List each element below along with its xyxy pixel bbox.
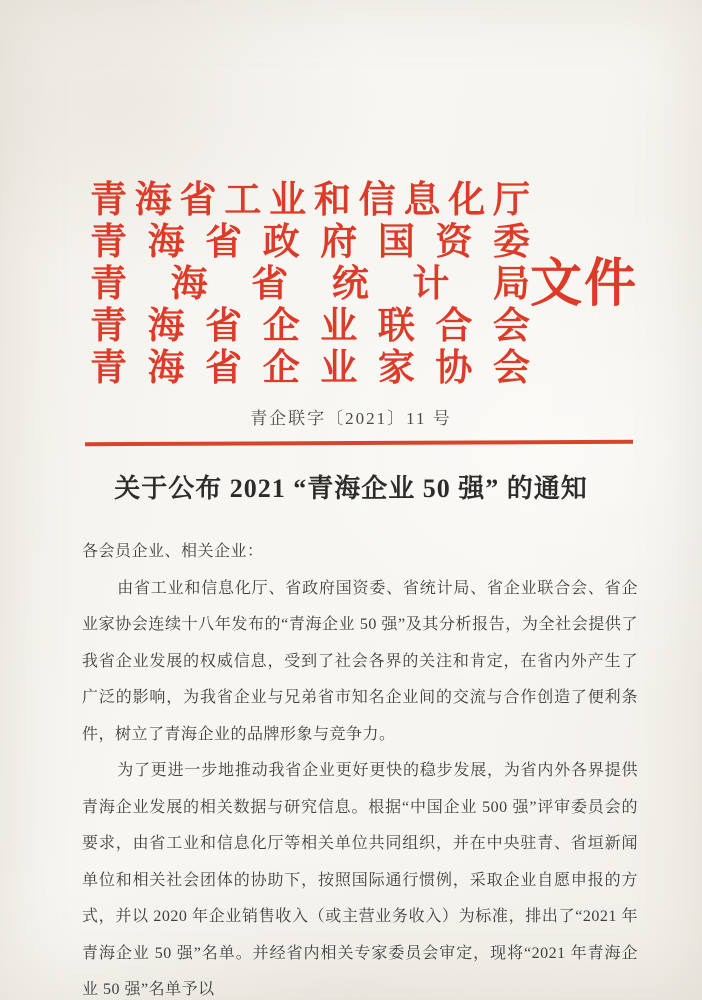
agency-name-2: 青海省政府国资委: [90, 222, 530, 263]
body-paragraph-2: 为了更进一步地推动我省企业更好更快的稳步发展，为省内外各界提供青海企业发展的相关数据与研究信息。根据“中国企业 500 强”评审委员会的要求，由省工业和信息化厅等相关单位共同组织，并在中央驻青、省垣新闻单位和相关社会团体的协助下，按照国际通行惯例，采取企业自愿申报的方式，并以 2020 年企业销售收入（或主营业务收入）为标准，排出了“2021 年青海企业 50 强”名单。并经省内相关专家委员会审定，现将“2021 年青海企业 50 强”名单予以: [82, 762, 638, 998]
red-divider-line: [85, 440, 633, 446]
salutation: 各会员企业、相关企业：: [82, 543, 264, 560]
body-paragraph-1: 由省工业和信息化厅、省政府国资委、省统计局、省企业联合会、省企业家协会连续十八年发布的“青海企业 50 强”及其分析报告，为全社会提供了我省企业发展的权威信息，受到了社会各界的关注和肯定，在省内外产生了广泛的影响，为我省企业与兄弟省市知名企业间的交流与合作创造了便利条件，树立了青海企业的品牌形象与竞争力。: [82, 579, 638, 743]
document-title: 关于公布 2021 “青海企业 50 强” 的通知: [114, 474, 588, 503]
agency-name-1: 青海省工业和信息化厅: [90, 180, 530, 221]
document-body: [82, 534, 638, 1000]
agency-name-4: 青海省企业联合会: [90, 306, 530, 347]
letterhead: [90, 180, 639, 390]
agency-names: [90, 180, 530, 390]
document-type-label: 文件: [530, 256, 639, 313]
document-number: 青企联字〔2021〕11 号: [250, 409, 452, 428]
agency-name-3: 青海省统计局: [90, 264, 530, 305]
agency-name-5: 青海省企业家协会: [90, 348, 530, 389]
